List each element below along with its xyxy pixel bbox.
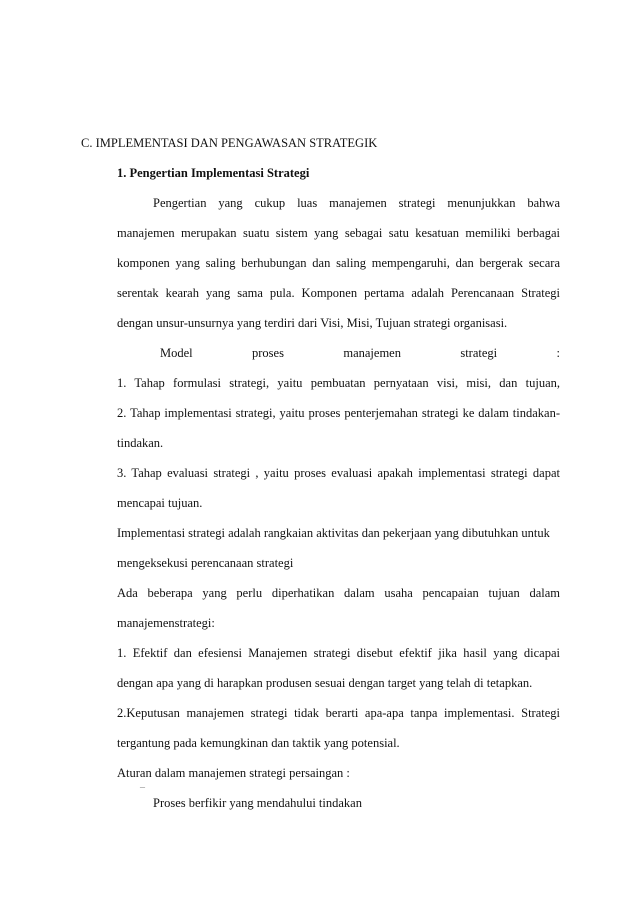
list-item: 3. Tahap evaluasi strategi , yaitu proses evaluasi apakah implementasi strategi dapat — [117, 466, 560, 480]
section-heading: C. IMPLEMENTASI DAN PENGAWASAN STRATEGIK — [81, 136, 378, 150]
paragraph-line: serentak kearah yang sama pula. Komponen pertama adalah Perencanaan Strategi — [117, 286, 560, 300]
paragraph-line: komponen yang saling berhubungan dan saling mempengaruhi, dan bergerak secara — [117, 256, 560, 270]
paragraph-line: dengan unsur-unsurnya yang terdiri dari Visi, Misi, Tujuan strategi organisasi. — [117, 316, 508, 330]
paragraph-line: mengeksekusi perencanaan strategi — [117, 556, 294, 570]
list-item-continuation: tindakan. — [117, 436, 164, 450]
bullet-item: Proses berfikir yang mendahului tindakan — [153, 796, 362, 810]
paragraph-line: manajemen merupakan suatu sistem yang sebagai satu kesatuan memiliki berbagai — [117, 226, 560, 240]
paragraph-line: Implementasi strategi adalah rangkaian aktivitas dan pekerjaan yang dibutuhkan untuk — [117, 526, 550, 540]
list-item: 2. Tahap implementasi strategi, yaitu proses penterjemahan strategi ke dalam tindakan- — [117, 406, 560, 420]
paragraph-line: Ada beberapa yang perlu diperhatikan dalam usaha pencapaian tujuan dalam — [117, 586, 560, 600]
list-item: 2.Keputusan manajemen strategi tidak berarti apa-apa tanpa implementasi. Strategi — [117, 706, 560, 720]
paragraph-line: Aturan dalam manajemen strategi persaingan : — [117, 766, 350, 780]
list-item: 1. Efektif dan efesiensi Manajemen strategi disebut efektif jika hasil yang dicapai — [117, 646, 560, 660]
list-item: 1. Tahap formulasi strategi, yaitu pembuatan pernyataan visi, misi, dan tujuan, — [117, 376, 560, 390]
paragraph-line: Pengertian yang cukup luas manajemen strategi menunjukkan bahwa — [153, 196, 560, 210]
subsection-heading: 1. Pengertian Implementasi Strategi — [117, 166, 310, 180]
list-item-continuation: mencapai tujuan. — [117, 496, 203, 510]
list-item-continuation: dengan apa yang di harapkan produsen sesuai dengan target yang telah di tetapkan. — [117, 676, 533, 690]
bullet-mark: ¯ — [140, 787, 145, 798]
list-item-continuation: tergantung pada kemungkinan dan taktik yang potensial. — [117, 736, 400, 750]
paragraph-line: manajemenstrategi: — [117, 616, 215, 630]
model-line: Model proses manajemen strategi : — [160, 346, 560, 360]
